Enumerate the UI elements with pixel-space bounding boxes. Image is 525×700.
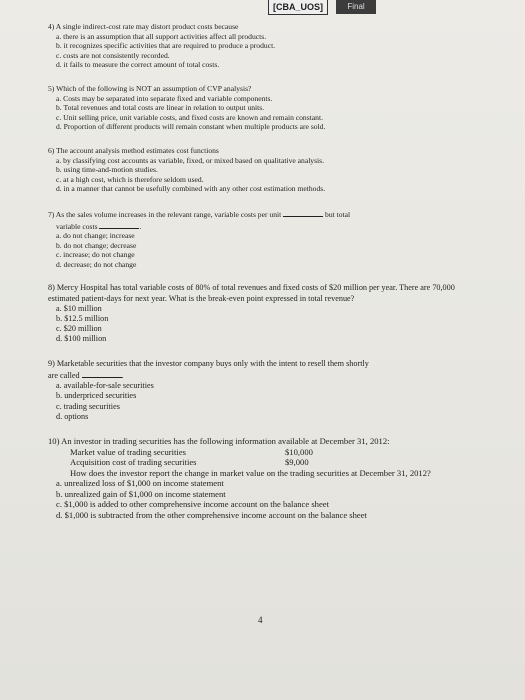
option-b: b. it recognizes specific activities that are required to produce a product. — [56, 41, 276, 51]
question-list — [48, 22, 468, 535]
info-row — [48, 457, 468, 468]
question-stem: 5) Which of the following is NOT an assumption of CVP analysis? — [48, 83, 252, 93]
info-value: $9,000 — [285, 457, 309, 468]
question-4 — [48, 22, 468, 70]
option-d: d. $100 million — [56, 334, 107, 344]
option-c: c. Unit selling price, unit variable costs, and fixed costs are known and remain constant. — [56, 112, 323, 122]
option-b: b. using time-and-motion studies. — [56, 165, 158, 175]
info-label: Market value of trading securities — [70, 446, 186, 457]
question-stem-line-1: 9) Marketable securities that the investor company buys only with the intent to resell them shortly — [48, 358, 369, 368]
option-c: c. $1,000 is added to other comprehensive income account on the balance sheet — [56, 499, 329, 510]
option-b: b. unrealized gain of $1,000 on income statement — [56, 488, 226, 499]
question-prompt: How does the investor report the change in market value on the trading securities at December 31, 2012? — [70, 467, 431, 478]
option-d: d. in a manner that cannot be usefully combined with any other cost estimation methods. — [56, 184, 326, 194]
question-stem: 8) Mercy Hospital has total variable costs of 80% of total revenues and fixed costs of $20 million per year. There are 70,000 estimated patient-days for next year. What is the break-even point expressed in total revenue? — [48, 283, 455, 303]
question-stem — [48, 208, 468, 220]
option-a: a. by classifying cost accounts as variable, fixed, or mixed based on qualitative analysis. — [56, 155, 325, 165]
option-d: d. $1,000 is subtracted from the other comprehensive income account on the balance sheet — [56, 510, 367, 521]
option-a: a. unrealized loss of $1,000 on income statement — [56, 478, 224, 489]
stem-part-1: 7) As the sales volume increases in the relevant range, variable costs per unit — [48, 209, 282, 219]
option-a: a. $10 million — [56, 303, 102, 313]
course-code-header: [CBA_UOS] — [268, 0, 328, 15]
page-number: 4 — [258, 615, 263, 625]
option-d: d. Proportion of different products will remain constant when multiple products are sold. — [56, 122, 326, 132]
question-5 — [48, 84, 468, 132]
question-6 — [48, 146, 468, 194]
answer-blank — [99, 220, 142, 231]
question-8 — [48, 283, 468, 344]
option-a: a. do not change; increase — [56, 231, 135, 241]
option-a: a. available-for-sale securities — [56, 381, 154, 391]
question-stem: 6) The account analysis method estimates cost functions — [48, 145, 219, 155]
answer-blank — [283, 208, 323, 217]
option-c: c. at a high cost, which is therefore seldom used. — [56, 174, 204, 184]
stem-end: . — [139, 221, 142, 231]
question-stem-line-2 — [48, 369, 468, 381]
question-9 — [48, 359, 468, 422]
option-a: a. Costs may be separated into separate fixed and variable components. — [56, 93, 273, 103]
option-d: d. it fails to measure the correct amount of total costs. — [56, 60, 220, 70]
option-b: b. $12.5 million — [56, 314, 109, 324]
option-b: b. do not change; decrease — [56, 240, 137, 250]
option-a: a. there is an assumption that all support activities affect all products. — [56, 31, 267, 41]
header-tab: Final — [336, 0, 376, 14]
question-10 — [48, 436, 468, 521]
stem-part-2: but total — [325, 209, 351, 219]
question-7 — [48, 208, 468, 270]
option-d: d. options — [56, 411, 89, 421]
option-b: b. Total revenues and total costs are linear in relation to output units. — [56, 103, 265, 113]
stem-line-2-text: variable costs — [56, 221, 98, 231]
question-stem: 10) An investor in trading securities has the following information available at December 31, 2012: — [48, 435, 390, 446]
option-c: c. trading securities — [56, 401, 120, 411]
info-value: $10,000 — [285, 446, 313, 457]
stem-line-2 — [48, 220, 468, 232]
option-c: c. costs are not consistently recorded. — [56, 50, 170, 60]
option-c: c. $20 million — [56, 324, 102, 334]
stem-end: . — [121, 370, 124, 380]
info-row — [48, 447, 468, 458]
question-stem: 4) A single indirect-cost rate may distort product costs because — [48, 22, 239, 31]
info-label: Acquisition cost of trading securities — [70, 457, 197, 468]
option-c: c. increase; do not change — [56, 250, 135, 260]
answer-blank — [82, 369, 122, 378]
option-b: b. underpriced securities — [56, 391, 137, 401]
stem-line-2-text: are called — [48, 370, 80, 380]
option-d: d. decrease; do not change — [56, 259, 137, 269]
